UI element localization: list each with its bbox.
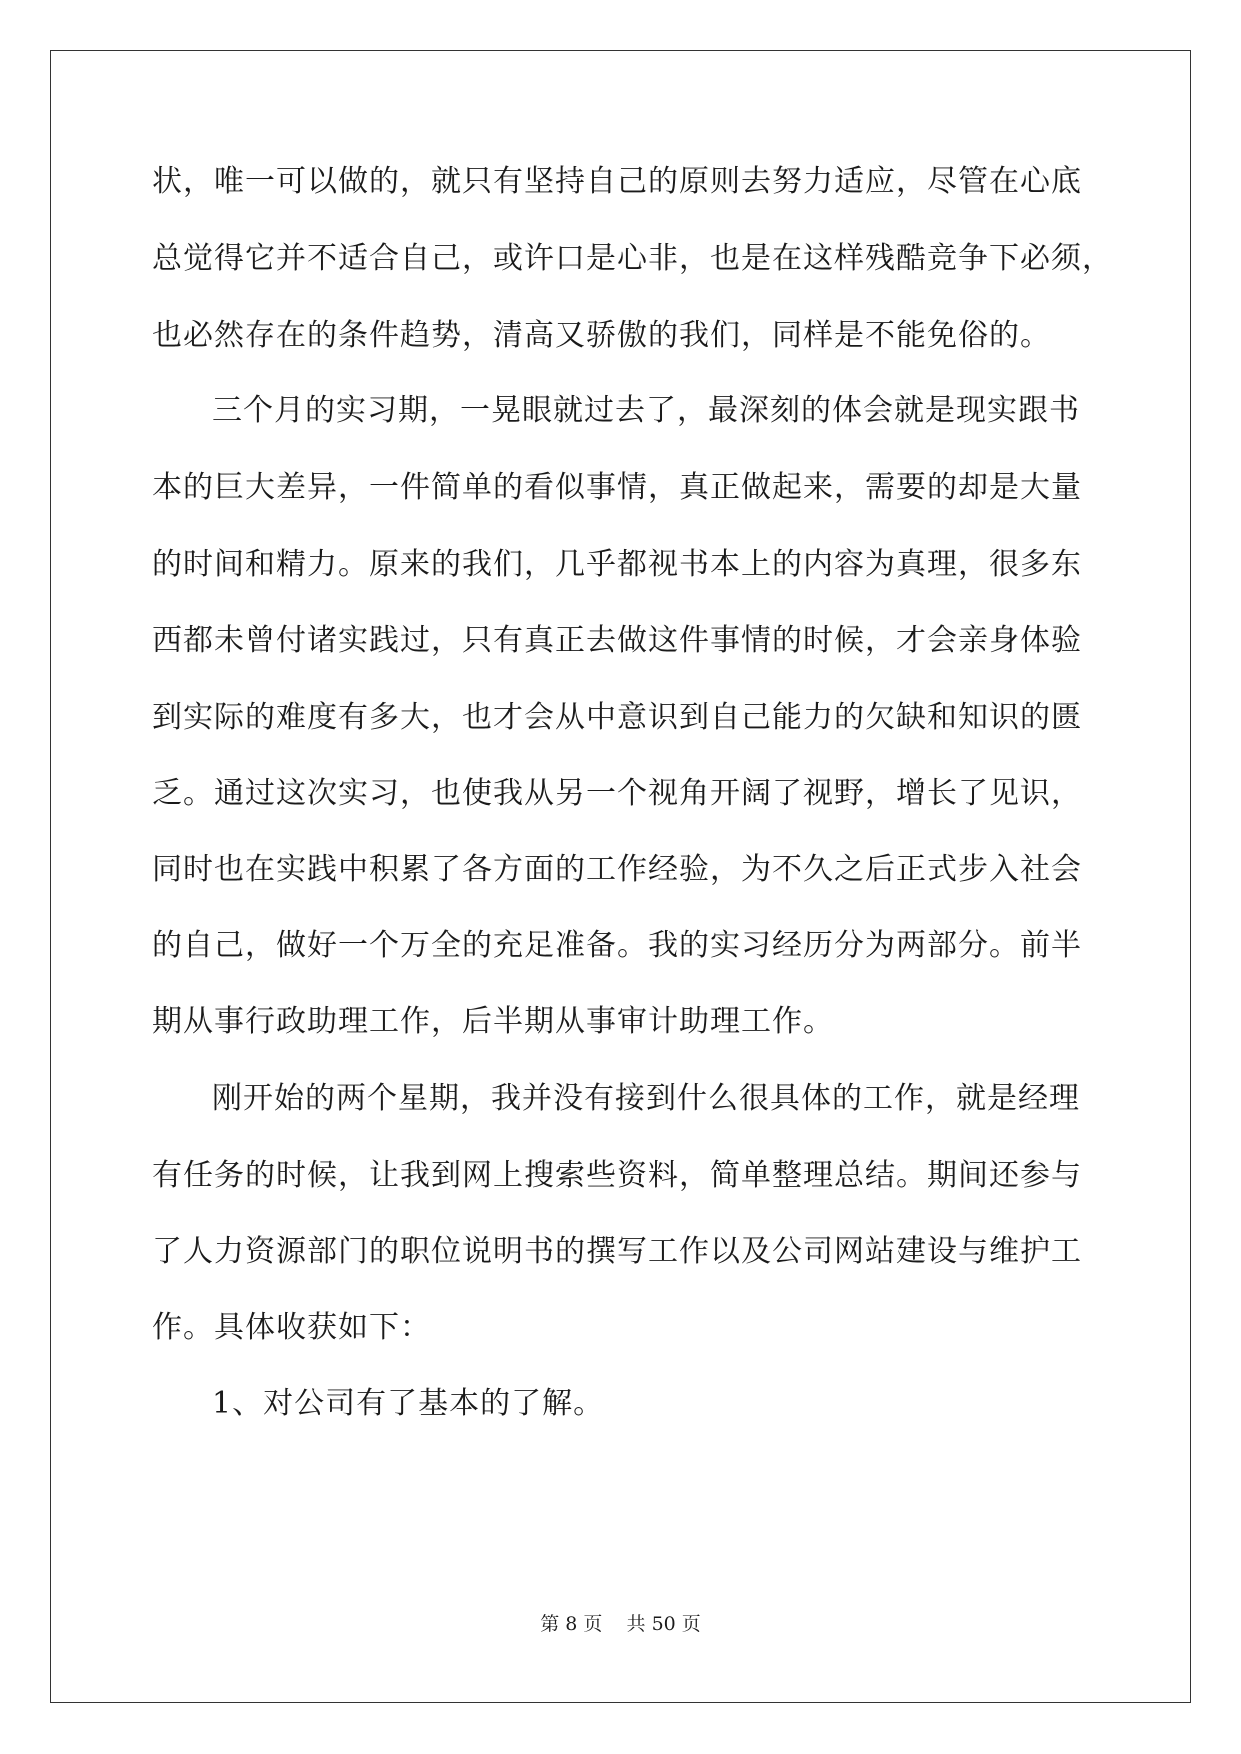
page-number-footer: 第 8 页 共 50 页 xyxy=(540,1613,701,1635)
text-line: 西都未曾付诸实践过，只有真正去做这件事情的时候，才会亲身体验 xyxy=(152,623,1082,658)
text-line: 到实际的难度有多大，也才会从中意识到自己能力的欠缺和知识的匮 xyxy=(152,700,1082,735)
text-line: 也必然存在的条件趋势，清高又骄傲的我们，同样是不能免俗的。 xyxy=(152,318,1051,353)
text-line: 期从事行政助理工作，后半期从事审计助理工作。 xyxy=(152,1004,834,1039)
text-line: 的时间和精力。原来的我们，几乎都视书本上的内容为真理，很多东 xyxy=(152,547,1082,582)
text-line: 同时也在实践中积累了各方面的工作经验，为不久之后正式步入社会 xyxy=(152,852,1082,887)
text-line: 状，唯一可以做的，就只有坚持自己的原则去努力适应，尽管在心底 xyxy=(152,164,1082,199)
text-line: 的自己，做好一个万全的充足准备。我的实习经历分为两部分。前半 xyxy=(152,928,1082,963)
text-line: 本的巨大差异，一件简单的看似事情，真正做起来，需要的却是大量 xyxy=(152,470,1082,505)
paragraph-first-line: 三个月的实习期，一晃眼就过去了，最深刻的体会就是现实跟书 xyxy=(212,393,1080,428)
text-line: 乏。通过这次实习，也使我从另一个视角开阔了视野，增长了见识， xyxy=(152,776,1082,811)
text-line: 总觉得它并不适合自己，或许口是心非，也是在这样残酷竞争下必须， xyxy=(152,241,1113,276)
paragraph-first-line: 刚开始的两个星期，我并没有接到什么很具体的工作，就是经理 xyxy=(212,1081,1080,1116)
list-item-line: 1、对公司有了基本的了解。 xyxy=(212,1386,605,1421)
text-line: 有任务的时候，让我到网上搜索些资料，简单整理总结。期间还参与 xyxy=(152,1158,1082,1193)
text-line: 了人力资源部门的职位说明书的撰写工作以及公司网站建设与维护工 xyxy=(152,1234,1082,1269)
text-line: 作。具体收获如下： xyxy=(152,1310,431,1345)
